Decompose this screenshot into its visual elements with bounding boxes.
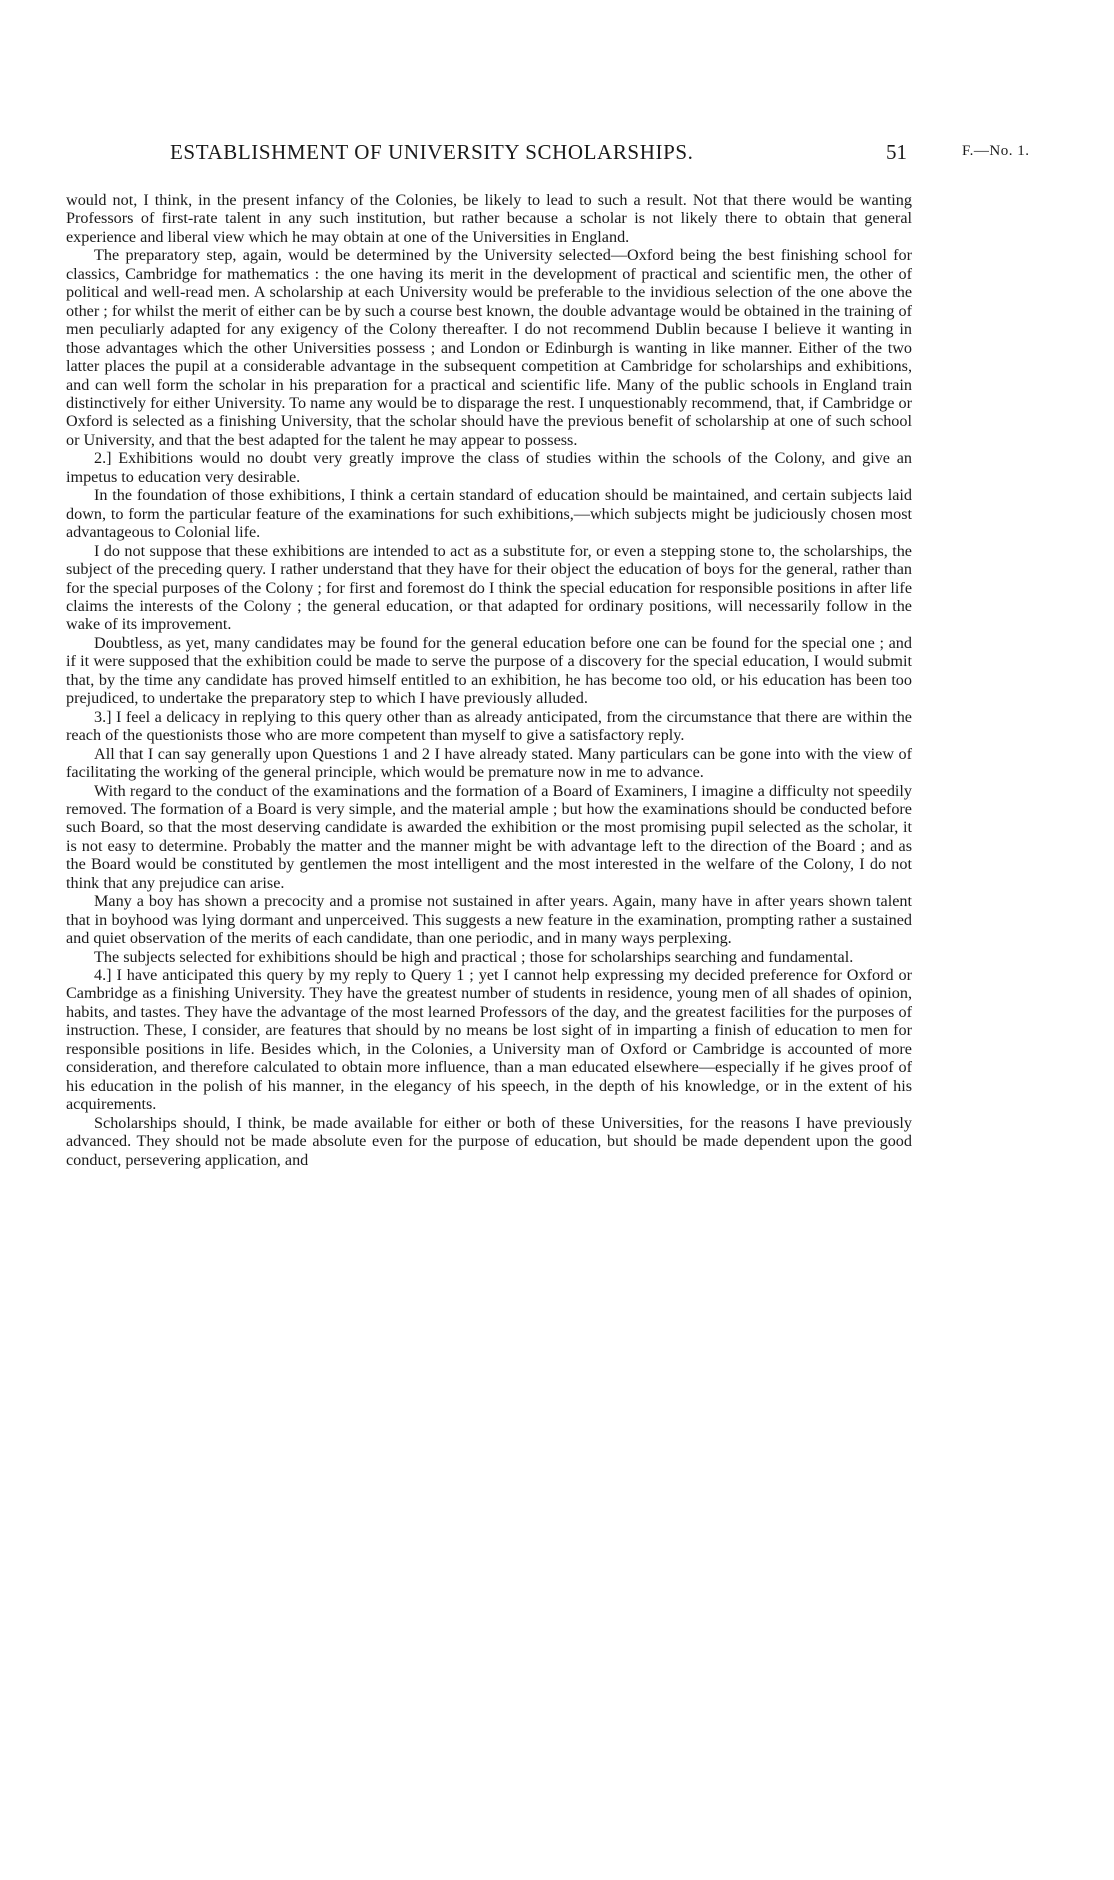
paragraph: I do not suppose that these exhibitions are intended to act as a substitute for, or even a stepping stone to, the scholarships, the subject of the preceding query. I rather understand that they have for their object the education of boys for the general, rather than for the special purposes of the Colony ; for first and foremost do I think the special education for responsible positions in after life claims the interests of the Colony ; the general education, or that adapted for ordinary positions, will necessarily follow in the wake of its improvement.	[66, 541, 912, 634]
paragraph: 2.] Exhibitions would no doubt very greatly improve the class of studies within the schools of the Colony, and give an impetus to education very desirable.	[66, 449, 912, 486]
page-number: 51	[886, 140, 907, 164]
paragraph: would not, I think, in the present infancy of the Colonies, be likely to lead to such a result. Not that there would be wanting Professors of first-rate talent in any such institution, but rather because a scholar is not likely there to obtain that general experience and liberal view which he may obtain at one of the Universities in England.	[66, 191, 912, 246]
running-title: ESTABLISHMENT OF UNIVERSITY SCHOLARSHIPS.	[170, 140, 694, 164]
paragraph: The subjects selected for exhibitions should be high and practical ; those for scholarships searching and fundamental.	[94, 947, 854, 966]
paragraph: Many a boy has shown a precocity and a promise not sustained in after years. Again, many have in after years shown talent that in boyhood was lying dormant and unperceived. This suggests a new feature in the examination, prompting rather a sustained and quiet observation of the merits of each candidate, than one periodic, and in many ways perplexing.	[66, 892, 912, 948]
page-header	[66, 140, 1042, 170]
body-text	[66, 191, 912, 1169]
paragraph: 4.] I have anticipated this query by my reply to Query 1 ; yet I cannot help expressing my decided preference for Oxford or Cambridge as a finishing University. They have the greatest number of students in residence, young men of all shades of opinion, habits, and tastes. They have the advantage of the most learned Professors of the day, and the greatest facilities for the purposes of instruction. These, I consider, are features that should by no means be lost sight of in imparting a finish of education to men for responsible positions in life. Besides which, in the Colonies, a University man of Oxford or Cambridge is accounted of more consideration, and therefore calculated to obtain more influence, than a man educated elsewhere—especially if he gives proof of his education in the polish of his manner, in the elegancy of his speech, in the depth of his knowledge, or in the extent of his acquirements.	[66, 966, 912, 1114]
paragraph: 3.] I feel a delicacy in replying to this query other than as already anticipated, from the circumstance that there are within the reach of the questionists those who are more competent than myself to give a satisfactory reply.	[66, 707, 912, 745]
paragraph: Doubtless, as yet, many candidates may be found for the general education before one can be found for the special one ; and if it were supposed that the exhibition could be made to serve the purpose of a discovery for the special education, I would submit that, by the time any candidate has proved himself entitled to an exhibition, he has become too old, or his education has been too prejudiced, to undertake the preparatory step to which I have previously alluded.	[66, 633, 912, 708]
paragraph: In the foundation of those exhibitions, I think a certain standard of education should be maintained, and certain subjects laid down, to form the particular feature of the examinations for such exhibitions,—which subjects might be judiciously chosen most advantageous to Colonial life.	[66, 486, 912, 542]
paragraph: Scholarships should, I think, be made available for either or both of these Universities, for the reasons I have previously advanced. They should not be made absolute even for the purpose of education, but should be made dependent upon the good conduct, persevering application, and	[66, 1113, 912, 1169]
document-reference: F.—No. 1.	[962, 143, 1030, 159]
paragraph: The preparatory step, again, would be determined by the University selected—Oxford being the best finishing school for classics, Cambridge for mathematics : the one having its merit in the development of practical and scientific men, the other of political and well-read men. A scholarship at each University would be preferable to the invidious selection of the one above the other ; for whilst the merit of either can be by such a course best known, the double advantage would be obtained in the training of men peculiarly adapted for any exigency of the Colony thereafter. I do not recommend Dublin because I believe it wanting in those advantages which the other Universities possess ; and London or Edinburgh is wanting in like manner. Either of the two latter places the pupil at a considerable advantage in the subsequent competition at Cambridge for scholarships and exhibitions, and can well form the scholar in his preparation for a practical and scientific life. Many of the public schools in England train distinctively for either University. To name any would be to disparage the rest. I unquestionably recommend, that, if Cambridge or Oxford is selected as a finishing University, that the scholar should have the previous benefit of scholarship at one of such school or University, and that the best adapted for the talent he may appear to possess.	[66, 246, 913, 449]
paragraph: All that I can say generally upon Questions 1 and 2 I have already stated. Many particulars can be gone into with the view of facilitating the working of the general principle, which would be premature now in me to advance.	[66, 744, 912, 782]
paragraph: With regard to the conduct of the examinations and the formation of a Board of Examiners, I imagine a difficulty not speedily removed. The formation of a Board is very simple, and the material ample ; but how the examinations should be conducted before such Board, so that the most deserving candidate is awarded the exhibition or the most promising pupil selected as the scholar, it is not easy to determine. Probably the matter and the manner might be with advantage left to the direction of the Board ; and as the Board would be constituted by gentlemen the most intelligent and the most interested in the welfare of the Colony, I do not think that any prejudice can arise.	[66, 781, 912, 892]
